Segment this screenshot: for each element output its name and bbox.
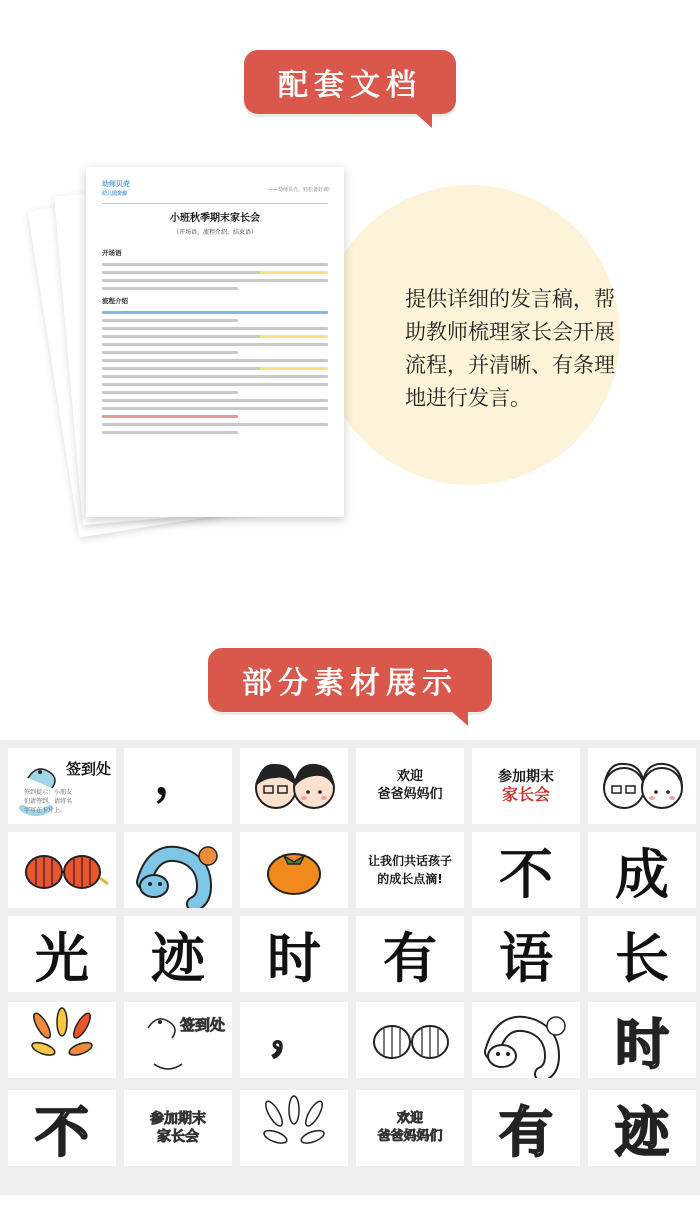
tile-lanterns-outline: [356, 1002, 464, 1078]
tile-comma-outline: [240, 1002, 348, 1078]
tile-char-you-outline: [472, 1090, 580, 1166]
meeting-line1: 参加期末: [498, 769, 554, 785]
tile-meeting-outline: [124, 1090, 232, 1166]
sign-in-title: 签到处: [66, 760, 112, 778]
doc-text-line: [102, 263, 328, 266]
comma-glyph: ，: [153, 749, 202, 805]
tile-meeting: [472, 748, 580, 824]
tile-firework-outline: [240, 1090, 348, 1166]
kids-outline-icon: [588, 748, 696, 824]
lanterns-icon: [8, 832, 116, 908]
char-shi: 时: [267, 926, 321, 990]
doc-text-line: [102, 319, 238, 322]
doc-title: 小班秋季期末家长会: [170, 213, 260, 224]
snake-color-icon: [124, 832, 232, 908]
char-bu-outline: 不: [35, 1100, 89, 1164]
doc-text-line: [102, 335, 328, 338]
doc-heading-opening: 开场语: [102, 249, 122, 257]
doc-text-line: [102, 287, 238, 290]
tile-kids-faces: [240, 748, 348, 824]
doc-logo: 幼师贝壳 幼儿园资源: [102, 180, 130, 197]
meeting-outline-text: [150, 1110, 206, 1146]
lanterns-outline-icon: [356, 1002, 464, 1078]
tile-char-guang: [8, 916, 116, 992]
tile-char-you: [356, 916, 464, 992]
snake-big-outline-icon: [472, 1002, 580, 1078]
doc-text-line: [102, 279, 328, 282]
tile-char-bu-outline: [8, 1090, 116, 1166]
share-text: [368, 852, 452, 888]
materials-banner: 部分素材展示: [208, 648, 492, 712]
tile-sign-in: [8, 748, 116, 824]
doc-text-line: [102, 407, 328, 410]
comma-outline-glyph: ，: [269, 1003, 318, 1059]
doc-text-line: [102, 271, 328, 274]
meeting-text: [498, 768, 554, 804]
char-cheng: 成: [615, 842, 669, 906]
char-you-outline: 有: [499, 1100, 553, 1164]
doc-text-line: [102, 343, 328, 346]
welcome-text: 欢迎 爸爸妈妈们: [377, 769, 443, 802]
char-guang: 光: [35, 926, 89, 990]
tile-snake-color: [124, 832, 232, 908]
sign-in-note: 签到提示：小朋友们请签到，请将名字写在卡片上。: [24, 789, 73, 814]
tile-char-bu: [472, 832, 580, 908]
tile-share: [356, 832, 464, 908]
tile-sign-in-outline: [124, 1002, 232, 1078]
doc-text-line: [102, 431, 238, 434]
tile-welcome: [356, 748, 464, 824]
doc-text-line: [102, 367, 328, 370]
char-shi-outline: 时: [615, 1012, 669, 1076]
tile-firework-color: [8, 1002, 116, 1078]
welcome-outline-text: 欢迎 爸爸妈妈们: [377, 1111, 443, 1144]
tile-persimmon: [240, 832, 348, 908]
kids-faces-icon: [240, 748, 348, 824]
tile-lanterns: [8, 832, 116, 908]
document-preview: [86, 167, 344, 517]
firework-outline-icon: [240, 1090, 348, 1166]
document-description: 提供详细的发言稿，帮助教师梳理家长会开展流程，并清晰、有条理地进行发言。: [405, 287, 615, 410]
doc-text-line: [102, 351, 238, 354]
doc-text-line: [102, 383, 328, 386]
char-chang: 长: [615, 926, 669, 990]
tile-char-cheng: [588, 832, 696, 908]
meeting-outline-line1: 参加期末: [150, 1111, 206, 1127]
doc-text-line: [102, 311, 328, 314]
doc-heading-process: 流程介绍: [102, 297, 128, 305]
sign-in-outline-title: 签到处: [180, 1016, 226, 1034]
docs-banner: 配套文档: [244, 50, 456, 114]
tile-char-shi: [240, 916, 348, 992]
meeting-line2: 家长会: [501, 785, 550, 804]
char-ji-outline: 迹: [615, 1100, 669, 1164]
tile-welcome-outline: [356, 1090, 464, 1166]
doc-tagline: ——幼师贝壳，轻松备好课!: [267, 187, 330, 193]
char-yu: 语: [499, 926, 553, 990]
tile-char-chang: [588, 916, 696, 992]
char-you: 有: [383, 926, 437, 990]
tile-char-yu: [472, 916, 580, 992]
share-line2: 的成长点滴!: [377, 872, 443, 886]
doc-text-line: [102, 399, 328, 402]
meeting-outline-line2: 家长会: [157, 1129, 199, 1145]
doc-text-line: [102, 327, 328, 330]
firework-color-icon: [8, 1002, 116, 1078]
doc-subtitle: （开场语、流程介绍、结束语）: [172, 229, 257, 236]
snake-outline-icon: [124, 1002, 232, 1078]
doc-text-line: [102, 359, 328, 362]
tile-char-ji-outline: [588, 1090, 696, 1166]
doc-text-line: [102, 423, 328, 426]
share-line1: 让我们共话孩子: [367, 854, 452, 868]
doc-text-line: [102, 391, 238, 394]
tile-snake-outline: [472, 1002, 580, 1078]
doc-divider: [102, 203, 328, 204]
persimmon-icon: [240, 832, 348, 908]
char-bu: 不: [499, 842, 553, 906]
tile-char-ji: [124, 916, 232, 992]
doc-text-line: [102, 415, 238, 418]
tile-char-shi-outline: [588, 1002, 696, 1078]
tile-comma: [124, 748, 232, 824]
doc-text-line: [102, 375, 328, 378]
char-ji: 迹: [151, 926, 205, 990]
tile-kids-outline: [588, 748, 696, 824]
